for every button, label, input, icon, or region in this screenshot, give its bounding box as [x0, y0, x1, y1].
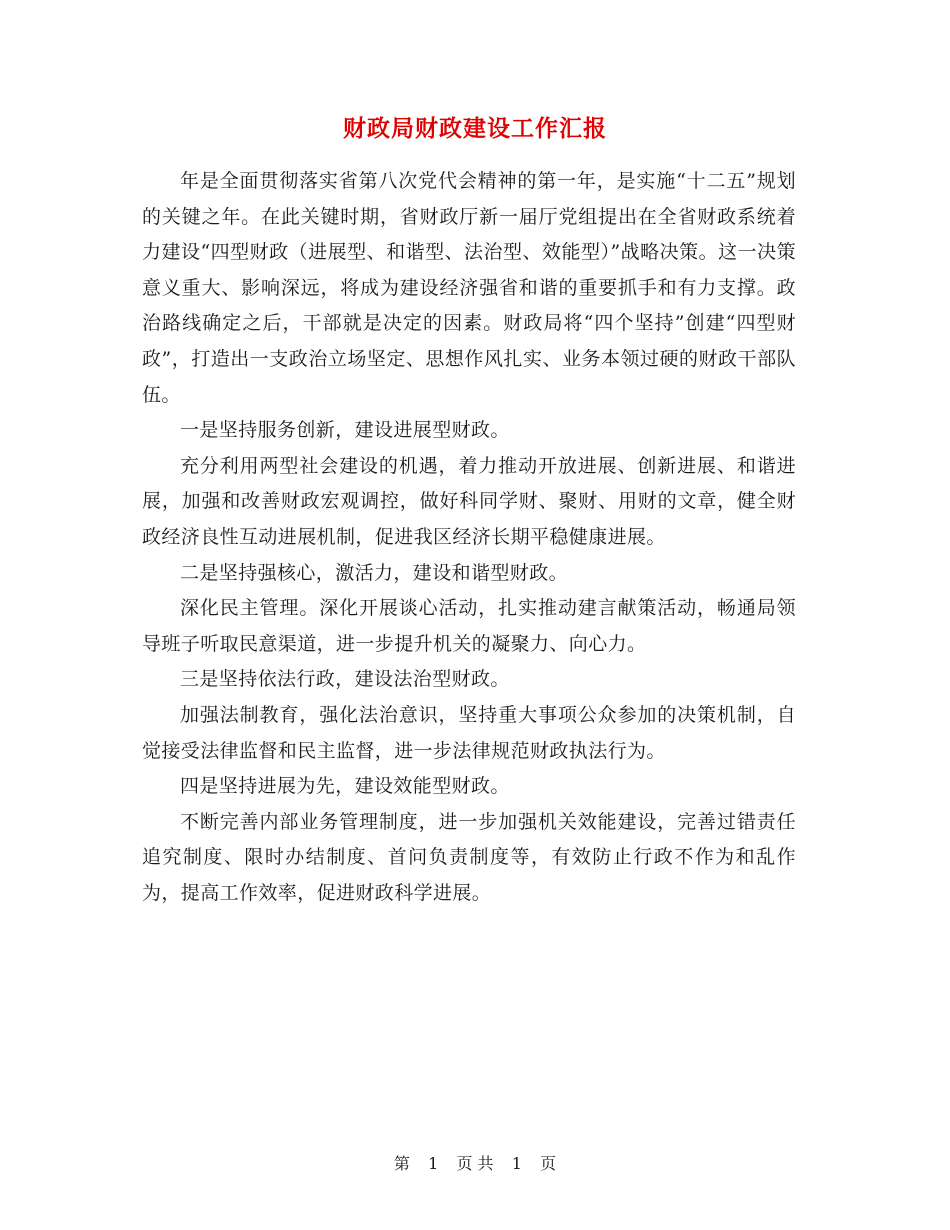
- footer-middle: 页 共: [456, 1154, 494, 1173]
- page-footer: [0, 1153, 950, 1175]
- footer-page-number: 1: [428, 1154, 439, 1173]
- paragraph-point-three: 加强法制教育，强化法治意识，坚持重大事项公众参加的决策机制，自觉接受法律监督和民主监督，进一步法律规范财政执法行为。: [142, 703, 796, 762]
- heading-point-two: 二是坚持强核心，激活力，建设和谐型财政。: [180, 561, 569, 584]
- document-title: 财政局财政建设工作汇报: [343, 115, 607, 142]
- document-body: [142, 164, 796, 911]
- footer-total-pages: 1: [511, 1154, 522, 1173]
- footer-prefix: 第: [393, 1154, 410, 1173]
- paragraph-point-two: 深化民主管理。深化开展谈心活动，扎实推动建言献策活动，畅通局领导班子听取民意渠道，进一步提升机关的凝聚力、向心力。: [142, 597, 796, 655]
- paragraph-intro: 年是全面贯彻落实省第八次党代会精神的第一年，是实施“十二五”规划的关键之年。在此关键时期，省财政厅新一届厅党组提出在全省财政系统着力建设“四型财政（进展型、和谐型、法治型、效能型）”战略决策。这一决策意义重大、影响深远，将成为建设经济强省和谐的重要抓手和有力支撑。政治路线确定之后，干部就是决定的因素。财政局将“四个坚持”创建“四型财政”，打造出一支政治立场坚定、思想作风扎实、业务本领过硬的财政干部队伍。: [142, 170, 796, 406]
- paragraph-point-four: 不断完善内部业务管理制度，进一步加强机关效能建设，完善过错责任追究制度、限时办结制度、首问负责制度等，有效防止行政不作为和乱作为，提高工作效率，促进财政科学进展。: [142, 810, 796, 904]
- paragraph-point-one: 充分利用两型社会建设的机遇，着力推动开放进展、创新进展、和谐进展，加强和改善财政宏观调控，做好科同学财、聚财、用财的文章，健全财政经济良性互动进展机制，促进我区经济长期平稳健康进展。: [142, 454, 796, 548]
- heading-point-three: 三是坚持依法行政，建设法治型财政。: [180, 668, 510, 691]
- heading-point-one: 一是坚持服务创新，建设进展型财政。: [180, 419, 510, 442]
- heading-point-four: 四是坚持进展为先，建设效能型财政。: [180, 775, 510, 798]
- footer-suffix: 页: [540, 1154, 557, 1173]
